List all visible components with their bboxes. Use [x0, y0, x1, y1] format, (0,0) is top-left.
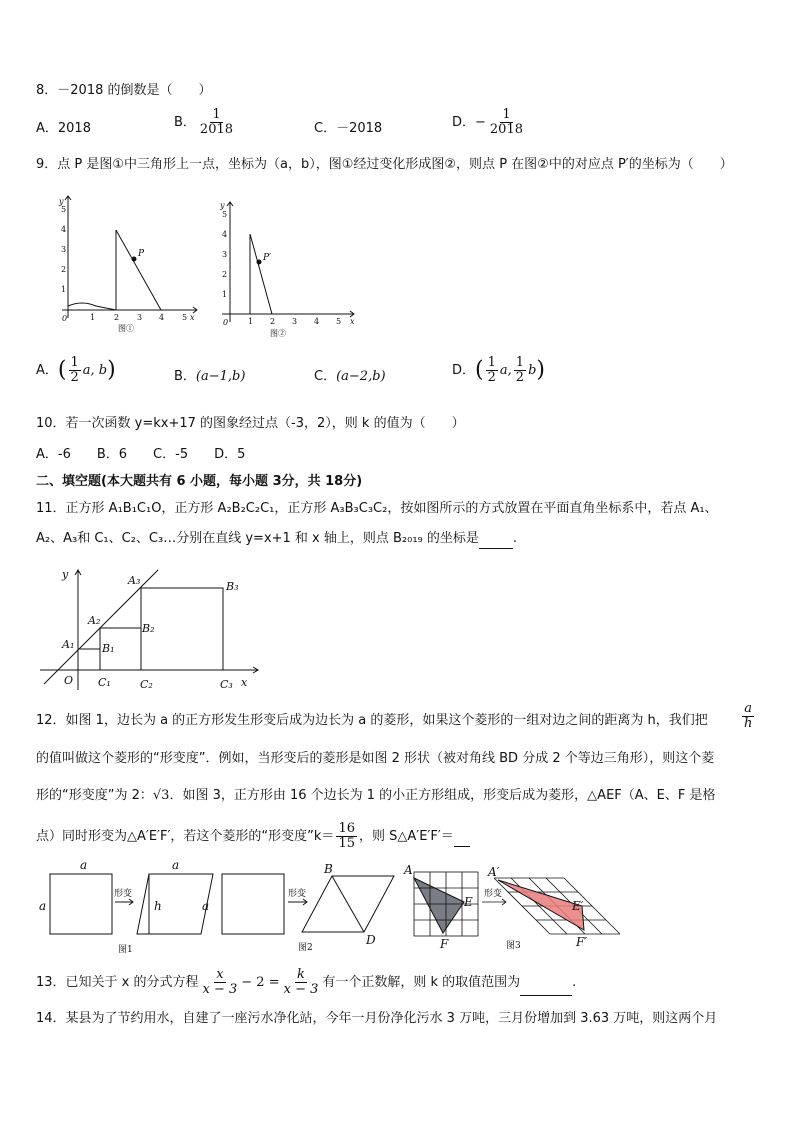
q8-option-b-fraction	[198, 108, 235, 137]
x-axis-label: x	[241, 676, 248, 689]
y-tick: 4	[61, 225, 67, 234]
fraction-denominator: x − 3	[202, 982, 238, 997]
q8-option-b	[174, 108, 237, 137]
q9-option-d-mid: a,	[499, 363, 512, 378]
fraction-denominator: 2018	[199, 122, 234, 137]
q10-options: A．-6 B．6 C．-5 D．5	[36, 447, 246, 462]
fraction-denominator: h	[744, 716, 753, 731]
x-tick: 2	[270, 317, 276, 326]
answer-blank	[454, 828, 470, 847]
x-tick: 5	[182, 313, 188, 322]
q11-text: A₂、A₃和 C₁、C₂、C₃…分别在直线 y=x+1 和 x 轴上，则点 B₂₀₁₉ 的坐标是	[36, 531, 479, 546]
x-tick: 1	[248, 317, 254, 326]
y-axis-label: y	[220, 201, 225, 210]
point-p-label: P	[138, 249, 145, 259]
x-tick: 1	[90, 313, 96, 322]
q8-option-d-fraction	[488, 108, 525, 137]
label-b2: B₂	[142, 622, 155, 635]
q12-text-d: ，则 S△A′E′F′＝	[358, 829, 454, 844]
arrow-label: 形变	[114, 889, 133, 899]
label-b1: B₁	[102, 642, 115, 655]
q10-stem: 10．若一次函数 y=kx+17 的图象经过点（-3，2），则 k 的值为（ ）	[36, 416, 465, 431]
y-tick: 3	[222, 250, 228, 259]
origin-label: O	[64, 674, 74, 687]
label-a1: A₁	[62, 638, 75, 651]
label-c2: C₂	[140, 678, 153, 691]
q13-end: .	[572, 975, 577, 990]
q11-line1: 11．正方形 A₁B₁C₁O，正方形 A₂B₂C₂C₁，正方形 A₃B₃C₃C₂，按如图所示的方式放置在平面直角坐标系中，若点 A₁、	[36, 501, 718, 516]
answer-blank	[479, 530, 513, 549]
label-b: B	[324, 862, 333, 876]
sqrt-3: √3	[152, 788, 170, 803]
figure-caption: 图1	[118, 945, 133, 955]
height-h: h	[154, 899, 162, 913]
fraction-numerator: 1	[487, 355, 496, 370]
x-tick: 3	[292, 317, 298, 326]
label-c3: C₃	[220, 678, 233, 691]
x-tick: 4	[314, 317, 320, 326]
q11-line2	[36, 530, 517, 549]
figure-caption: 图3	[506, 941, 521, 951]
fraction-numerator: 1	[515, 355, 525, 370]
q12-text-b: ．如图 3，正方形由 16 个边长为 1 的小正方形组成，形变后成为菱形，△AEF（A、E、F 是格	[169, 788, 716, 803]
q9-stem: 9．点 P 是图①中三角形上一点，坐标为（a，b），图①经过变化形成图②，则点 P 在图②中的对应点 P′的坐标为（ ）	[36, 157, 733, 172]
label-a: A	[404, 863, 413, 877]
label-a-prime: A′	[488, 865, 500, 879]
point-p-prime-label: P′	[263, 253, 272, 263]
section-heading: 二、填空题(本大题共有 6 小题，每小题 3分，共 18分)	[36, 474, 363, 489]
q12-line1: 12．如图 1，边长为 a 的正方形发生形变后成为边长为 a 的菱形，如果这个菱形的一组对边之间的距离为 h，我们把	[36, 713, 708, 728]
fraction-numerator: k	[297, 967, 305, 982]
q9-figure-2	[214, 196, 364, 341]
label-b3: B₃	[226, 580, 239, 593]
q9-option-a-label: A．	[36, 363, 58, 378]
q12-fraction-a-h	[740, 702, 756, 731]
figure-caption: 图②	[270, 329, 286, 338]
q13	[36, 968, 576, 997]
y-tick: 2	[222, 270, 228, 279]
q12-line4	[36, 822, 470, 851]
label-d: D	[366, 933, 376, 947]
label-c1: C₁	[98, 676, 111, 689]
y-tick: 3	[61, 245, 67, 254]
q9-option-c	[314, 368, 386, 386]
q9-option-d: D．( $\frac{1}{2}$ a, $\frac{1}{2}$ b)	[452, 355, 545, 385]
y-axis-label: y	[59, 197, 64, 206]
fraction-denominator: 2018	[489, 122, 523, 137]
q9-option-c-label: C．	[314, 369, 337, 384]
fraction-numerator: 1	[70, 355, 79, 370]
y-tick: 4	[222, 230, 228, 239]
label-f: F	[440, 937, 449, 951]
q11-end: .	[512, 531, 518, 546]
point-p-prime	[257, 260, 262, 265]
q9-option-b-expr: (a−1,b)	[195, 369, 246, 384]
y-tick: 2	[61, 265, 67, 274]
origin-label: 0	[223, 318, 229, 327]
y-tick: 5	[61, 205, 67, 214]
arrow-label: 形变	[288, 889, 307, 899]
side-a-left: a	[39, 899, 47, 913]
q12-text-a: 形的“形变度”为 2：	[36, 788, 153, 803]
q12-text-c: 点）同时形变为△A′E′F′，若这个菱形的“形变度”k＝	[36, 829, 335, 844]
x-tick: 4	[159, 313, 165, 322]
rhombus-side-a-top: a	[172, 858, 180, 872]
fraction-numerator: x	[216, 967, 224, 982]
q11-figure	[36, 562, 268, 694]
q13-mid: − 2 =	[241, 975, 280, 990]
x-axis-label: x	[350, 317, 355, 326]
figure-caption: 图2	[298, 943, 313, 953]
arrow-label: 形变	[484, 889, 503, 899]
fraction-numerator: 1	[502, 107, 511, 122]
q9-figure-1	[52, 188, 202, 338]
q9-option-a: A．( $\frac{1}{2}$ a, b)	[36, 355, 116, 385]
x-tick: 2	[114, 313, 120, 322]
q8-stem: 8．－2018 的倒数是（ ）	[36, 83, 212, 98]
q8-option-d-label: D．−	[452, 115, 486, 130]
fraction-denominator: 15	[338, 836, 355, 851]
q9-option-a-rest: a, b	[82, 363, 108, 378]
y-axis-label: y	[62, 568, 69, 581]
point-p	[132, 257, 137, 262]
rhombus-side-a-right: a	[202, 899, 210, 913]
x-tick: 5	[336, 317, 342, 326]
q9-option-c-expr: (a−2,b)	[336, 369, 386, 384]
y-tick: 5	[222, 210, 228, 219]
q9-option-d-end: b	[528, 363, 537, 378]
fraction-denominator: x − 3	[283, 982, 319, 997]
x-tick: 3	[137, 313, 143, 322]
fraction-denominator: 2	[515, 370, 525, 385]
y-tick: 1	[61, 285, 67, 294]
origin-label: 0	[62, 314, 68, 323]
fraction-denominator: 2	[487, 370, 496, 385]
fraction-denominator: 2	[70, 370, 79, 385]
figure-caption: 图①	[118, 324, 134, 333]
fraction-numerator: a	[744, 701, 753, 716]
label-e: E	[464, 895, 473, 909]
q8-option-a: A．2018	[36, 121, 91, 136]
answer-blank	[520, 971, 572, 996]
q14-line1: 14．某县为了节约用水，自建了一座污水净化站，今年一月份净化污水 3 万吨，三月份增加到 3.63 万吨，则这两个月	[36, 1011, 718, 1026]
side-a-top: a	[80, 858, 88, 872]
label-e-prime: E′	[572, 899, 584, 913]
fraction-numerator: 16	[338, 821, 355, 836]
q13-tail: 有一个正数解，则 k 的取值范围为	[322, 975, 521, 990]
q8-option-d	[452, 108, 527, 137]
fraction-numerator: 1	[212, 107, 221, 122]
q12-figures	[36, 858, 636, 956]
q9-option-b	[174, 368, 245, 386]
label-f-prime: F′	[576, 935, 588, 949]
q12-line2: 的值叫做这个菱形的“形变度”．例如，当形变后的菱形是如图 2 形状（被对角线 BD 分成 2 个等边三角形），则这个菱	[36, 751, 715, 766]
q8-option-b-label: B．	[174, 115, 196, 130]
label-a2: A₂	[88, 614, 101, 627]
q12-line3	[36, 787, 715, 805]
grid-4x4	[414, 872, 506, 936]
triangle-aef	[414, 878, 464, 933]
q13-lead: 13．已知关于 x 的分式方程	[36, 975, 199, 990]
x-axis-label: x	[190, 313, 195, 322]
y-tick: 1	[222, 290, 228, 299]
q8-option-c: C．－2018	[314, 121, 383, 136]
q9-option-d-label: D．	[452, 363, 476, 378]
q9-option-b-label: B．	[174, 369, 196, 384]
label-a3: A₃	[128, 574, 141, 587]
